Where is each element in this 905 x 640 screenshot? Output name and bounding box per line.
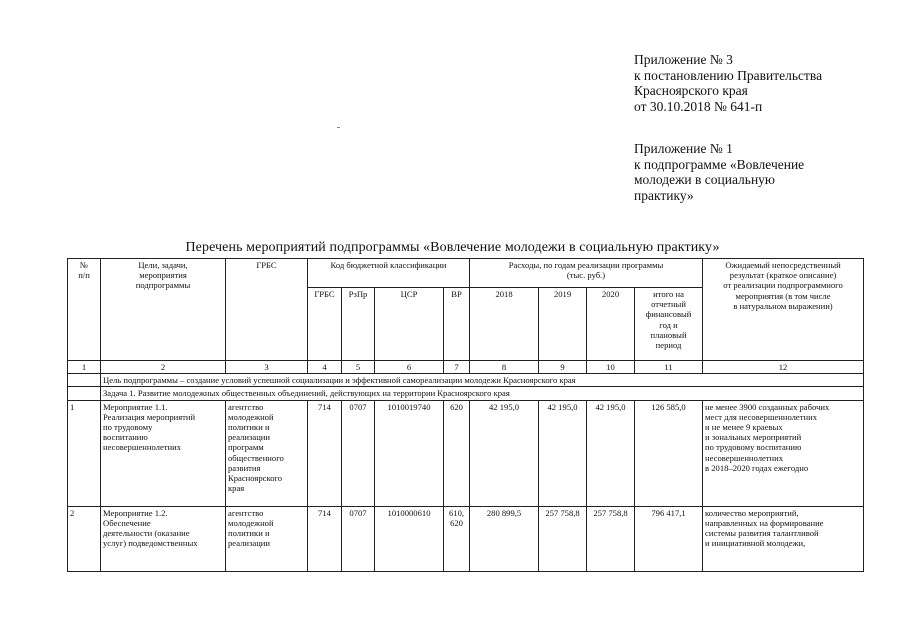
row-code-grbs: 714 [308,400,342,506]
row-total: 796 417,1 [635,506,703,571]
row-grbs: агентство молодежной политики и реализации программ общественного развития Красноярского края [226,400,308,506]
header-grbs: ГРБС [226,259,308,361]
goal-row [68,374,864,387]
column-number: 2 [101,361,226,374]
row-2018: 280 899,5 [470,506,539,571]
document-title: Перечень мероприятий подпрограммы «Вовлечение молодежи в социальную практику» [185,240,720,255]
row-num: 1 [68,400,101,506]
appendix-3-line2: к постановлению Правительства [634,67,823,83]
row-total: 126 585,0 [635,400,703,506]
row-rzpr: 0707 [342,506,375,571]
row-vr: 620 [444,400,470,506]
row-num: 2 [68,506,101,571]
appendix-3-line4: от 30.10.2018 № 641-п [634,98,763,114]
subheader-2020: 2020 [587,288,635,361]
appendix-3-line3: Красноярского края [634,83,748,98]
appendix-1-line1: Приложение № 1 [634,141,733,156]
row-csr: 1010000610 [375,506,444,571]
goal-text: Цель подпрограммы – создание условий успешной социализации и эффективной самореализации молодежи Красноярского края [101,374,864,387]
row-result: не менее 3900 созданных рабочих мест для несовершеннолетних и не менее 9 краевых и зональных мероприятий по трудовому воспитанию несовершеннолетних в 2018–2020 годах ежегодно [703,400,864,506]
row-grbs: агентство молодежной политики и реализации [226,506,308,571]
column-number: 5 [342,361,375,374]
table-header-row [68,259,864,288]
appendix-1-line3: молодежи в социальную [634,172,776,187]
column-number: 3 [226,361,308,374]
row-result: количество мероприятий, направленных на формирование системы развития талантливой и инициативной молодежи, [703,506,864,571]
subheader-vr: ВР [444,288,470,361]
row-code-grbs: 714 [308,506,342,571]
task-text: Задача 1. Развитие молодежных общественных объединений, действующих на территории Красноярского края [101,387,864,400]
header-num: № п/п [68,259,101,361]
appendix-1-line2: к подпрограмме «Вовлечение [634,156,805,172]
table-row [68,400,864,506]
column-number: 4 [308,361,342,374]
row-csr: 1010019740 [375,400,444,506]
task-row [68,387,864,400]
subheader-grbs: ГРБС [308,288,342,361]
table-row [68,506,864,571]
appendix-3-line1: Приложение № 3 [634,52,733,67]
row-2018: 42 195,0 [470,400,539,506]
column-number: 10 [587,361,635,374]
column-number: 8 [470,361,539,374]
appendix-1-header [634,141,884,203]
row-2020: 42 195,0 [587,400,635,506]
subheader-csr: ЦСР [375,288,444,361]
row-2019: 257 758,8 [539,506,587,571]
subheader-total: итого на отчетный финансовый год и плановый период [635,288,703,361]
column-number: 6 [375,361,444,374]
row-name: Мероприятие 1.2. Обеспечение деятельности (оказание услуг) подведомственных [101,506,226,571]
row-vr: 610, 620 [444,506,470,571]
header-result: Ожидаемый непосредственный результат (краткое описание) от реализации подпрограммного мероприятия (в том числе в натуральном выражении) [703,259,864,361]
row-2019: 42 195,0 [539,400,587,506]
row-2020: 257 758,8 [587,506,635,571]
subheader-2018: 2018 [470,288,539,361]
activities-table [67,258,864,572]
row-name: Мероприятие 1.1. Реализация мероприятий по трудовому воспитанию несовершеннолетних [101,400,226,506]
subheader-rzpr: РзПр [342,288,375,361]
header-expenses: Расходы, по годам реализации программы (тыс. руб.) [470,259,703,288]
appendix-1-line4: практику» [634,187,694,203]
row-rzpr: 0707 [342,400,375,506]
column-number: 11 [635,361,703,374]
scan-mark [337,127,340,128]
column-number: 7 [444,361,470,374]
column-number: 1 [68,361,101,374]
header-budget-code: Код бюджетной классификации [308,259,470,288]
appendix-3-header [634,52,884,114]
column-number: 12 [703,361,864,374]
column-numbers-row [68,361,864,374]
header-goals: Цели, задачи, мероприятия подпрограммы [101,259,226,361]
column-number: 9 [539,361,587,374]
subheader-2019: 2019 [539,288,587,361]
